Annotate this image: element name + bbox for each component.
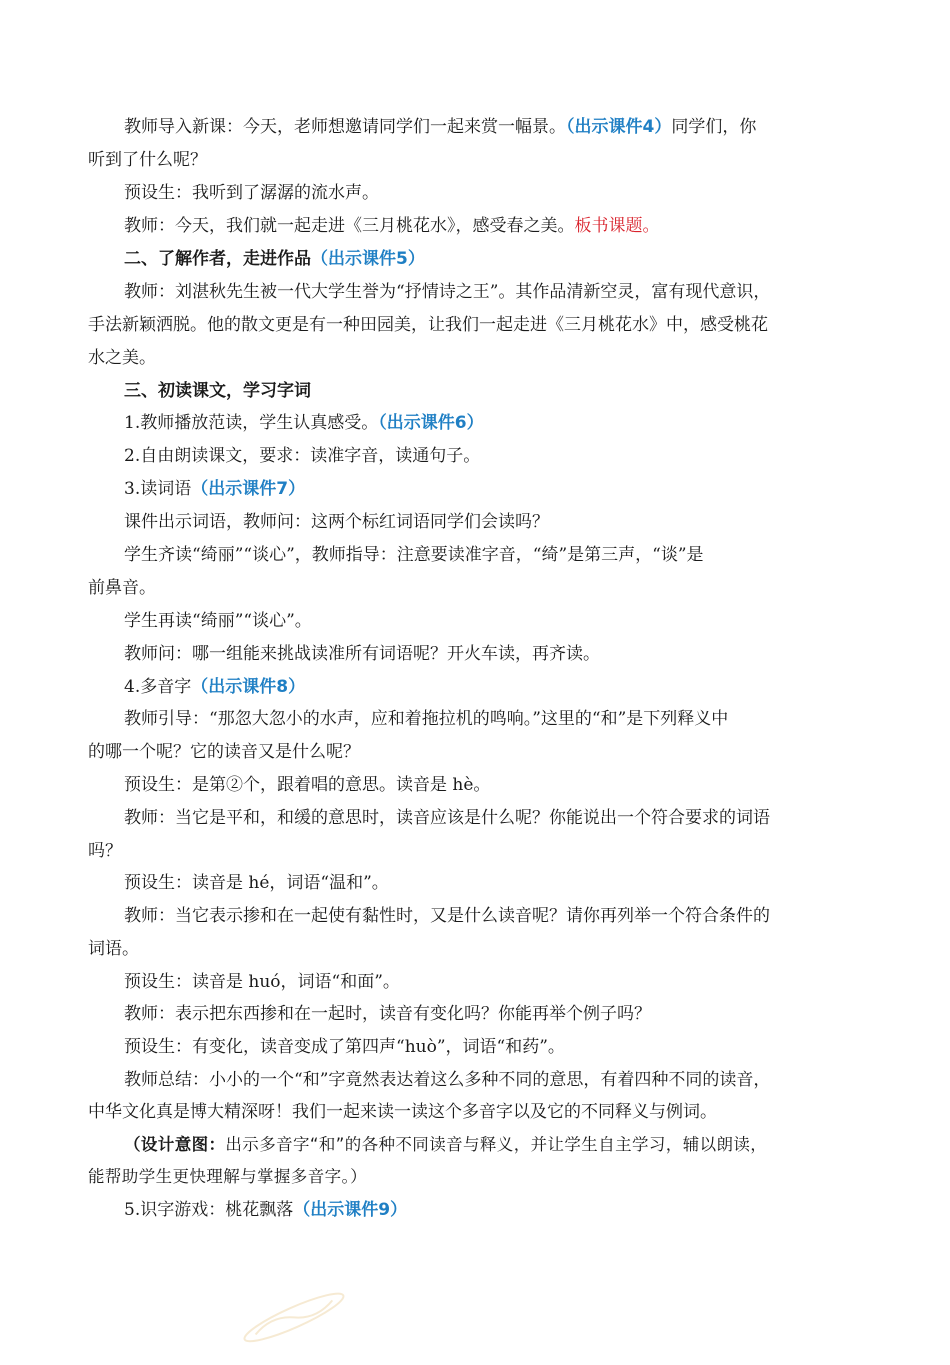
text-segment: 5.识字游戏：桃花飘落 <box>124 1200 294 1220</box>
watermark-icon <box>233 1279 355 1355</box>
courseware-cue: （出示课件7） <box>191 479 306 499</box>
paragraph-line: 预设生：读音是 huó，词语“和面”。 <box>124 972 400 992</box>
paragraph-line: 前鼻音。 <box>88 578 156 598</box>
paragraph-line <box>124 115 904 139</box>
paragraph-line <box>124 477 904 501</box>
text-segment: 同学们，你 <box>671 117 757 137</box>
paragraph-line: 预设生：我听到了潺潺的流水声。 <box>124 183 379 203</box>
paragraph-line <box>124 675 904 699</box>
paragraph-line: 中华文化真是博大精深呀！我们一起来读一读这个多音字以及它的不同释义与例词。 <box>88 1102 717 1122</box>
paragraph-line: 学生再读“绮丽”“谈心”。 <box>124 611 312 631</box>
paragraph-line: 的哪一个呢？它的读音又是什么呢？ <box>88 742 360 762</box>
paragraph-line: 预设生：读音是 hé，词语“温和”。 <box>124 873 389 893</box>
paragraph-line: 教师：刘湛秋先生被一代大学生誉为“抒情诗之王”。其作品清新空灵，富有现代意识， <box>124 282 771 302</box>
paragraph-line: 学生齐读“绮丽”“谈心”，教师指导：注意要读准字音，“绮”是第三声，“谈”是 <box>124 545 704 565</box>
paragraph-line <box>124 411 904 435</box>
text-segment: 4.多音字 <box>124 677 192 697</box>
paragraph-line: 课件出示词语，教师问：这两个标红词语同学们会读吗？ <box>124 512 549 532</box>
text-segment: 3.读词语 <box>124 479 192 499</box>
courseware-cue: （出示课件4） <box>566 117 672 137</box>
paragraph-line: 水之美。 <box>88 348 156 368</box>
paragraph-line: 词语。 <box>88 939 139 959</box>
text-segment: 出示多音字“和”的各种不同读音与释义，并让学生自主学习，辅以朗读， <box>225 1135 768 1154</box>
section-heading: 三、初读课文，学习字词 <box>124 381 311 401</box>
paragraph-line: 教师：表示把东西掺和在一起时，读音有变化吗？你能再举个例子吗？ <box>124 1004 651 1024</box>
paragraph-line: 2.自由朗读课文，要求：读准字音，读通句子。 <box>124 446 481 466</box>
paragraph-line: 预设生：有变化，读音变成了第四声“huò”，词语“和药”。 <box>124 1037 565 1057</box>
text-segment: 教师：今天，我们就一起走进《三月桃花水》，感受春之美。 <box>124 216 575 236</box>
courseware-cue: （出示课件9） <box>293 1200 408 1220</box>
paragraph-line: 教师引导：“那忽大忽小的水声，应和着拖拉机的鸣响。”这里的“和”是下列释义中 <box>124 709 729 729</box>
design-intent-label: （设计意图： <box>124 1135 226 1154</box>
design-intent-line <box>124 1133 904 1157</box>
watermark-logo <box>233 1279 359 1364</box>
paragraph-line: 手法新颖洒脱。他的散文更是有一种田园美，让我们一起走进《三月桃花水》中，感受桃花 <box>88 315 768 335</box>
courseware-cue: （出示课件5） <box>311 249 425 269</box>
courseware-cue: （出示课件8） <box>191 677 306 697</box>
paragraph-line <box>124 214 904 238</box>
paragraph-line: 教师总结：小小的一个“和”字竟然表达着这么多种不同的意思，有着四种不同的读音， <box>124 1070 771 1090</box>
board-title-note: 板书课题。 <box>574 216 660 236</box>
heading-text: 二、了解作者，走进作品 <box>124 249 311 269</box>
paragraph-line: 听到了什么呢？ <box>88 150 207 170</box>
paragraph-line: 吗？ <box>88 841 122 861</box>
paragraph-line: 教师：当它表示掺和在一起使有黏性时，又是什么读音呢？请你再列举一个符合条件的 <box>124 906 770 926</box>
courseware-cue: （出示课件6） <box>378 413 484 433</box>
paragraph-line: 教师问：哪一组能来挑战读准所有词语呢？开火车读，再齐读。 <box>124 644 600 664</box>
design-intent-line: 能帮助学生更快理解与掌握多音字。） <box>88 1167 368 1186</box>
paragraph-line: 教师：当它是平和，和缓的意思时，读音应该是什么呢？你能说出一个符合要求的词语 <box>124 808 770 828</box>
text-segment: 1.教师播放范读，学生认真感受。 <box>124 413 379 433</box>
section-heading <box>124 247 904 271</box>
paragraph-line: 预设生：是第②个，跟着唱的意思。读音是 hè。 <box>124 775 491 795</box>
paragraph-line <box>124 1198 904 1222</box>
text-segment: 教师导入新课：今天，老师想邀请同学们一起来赏一幅景。 <box>124 117 566 137</box>
